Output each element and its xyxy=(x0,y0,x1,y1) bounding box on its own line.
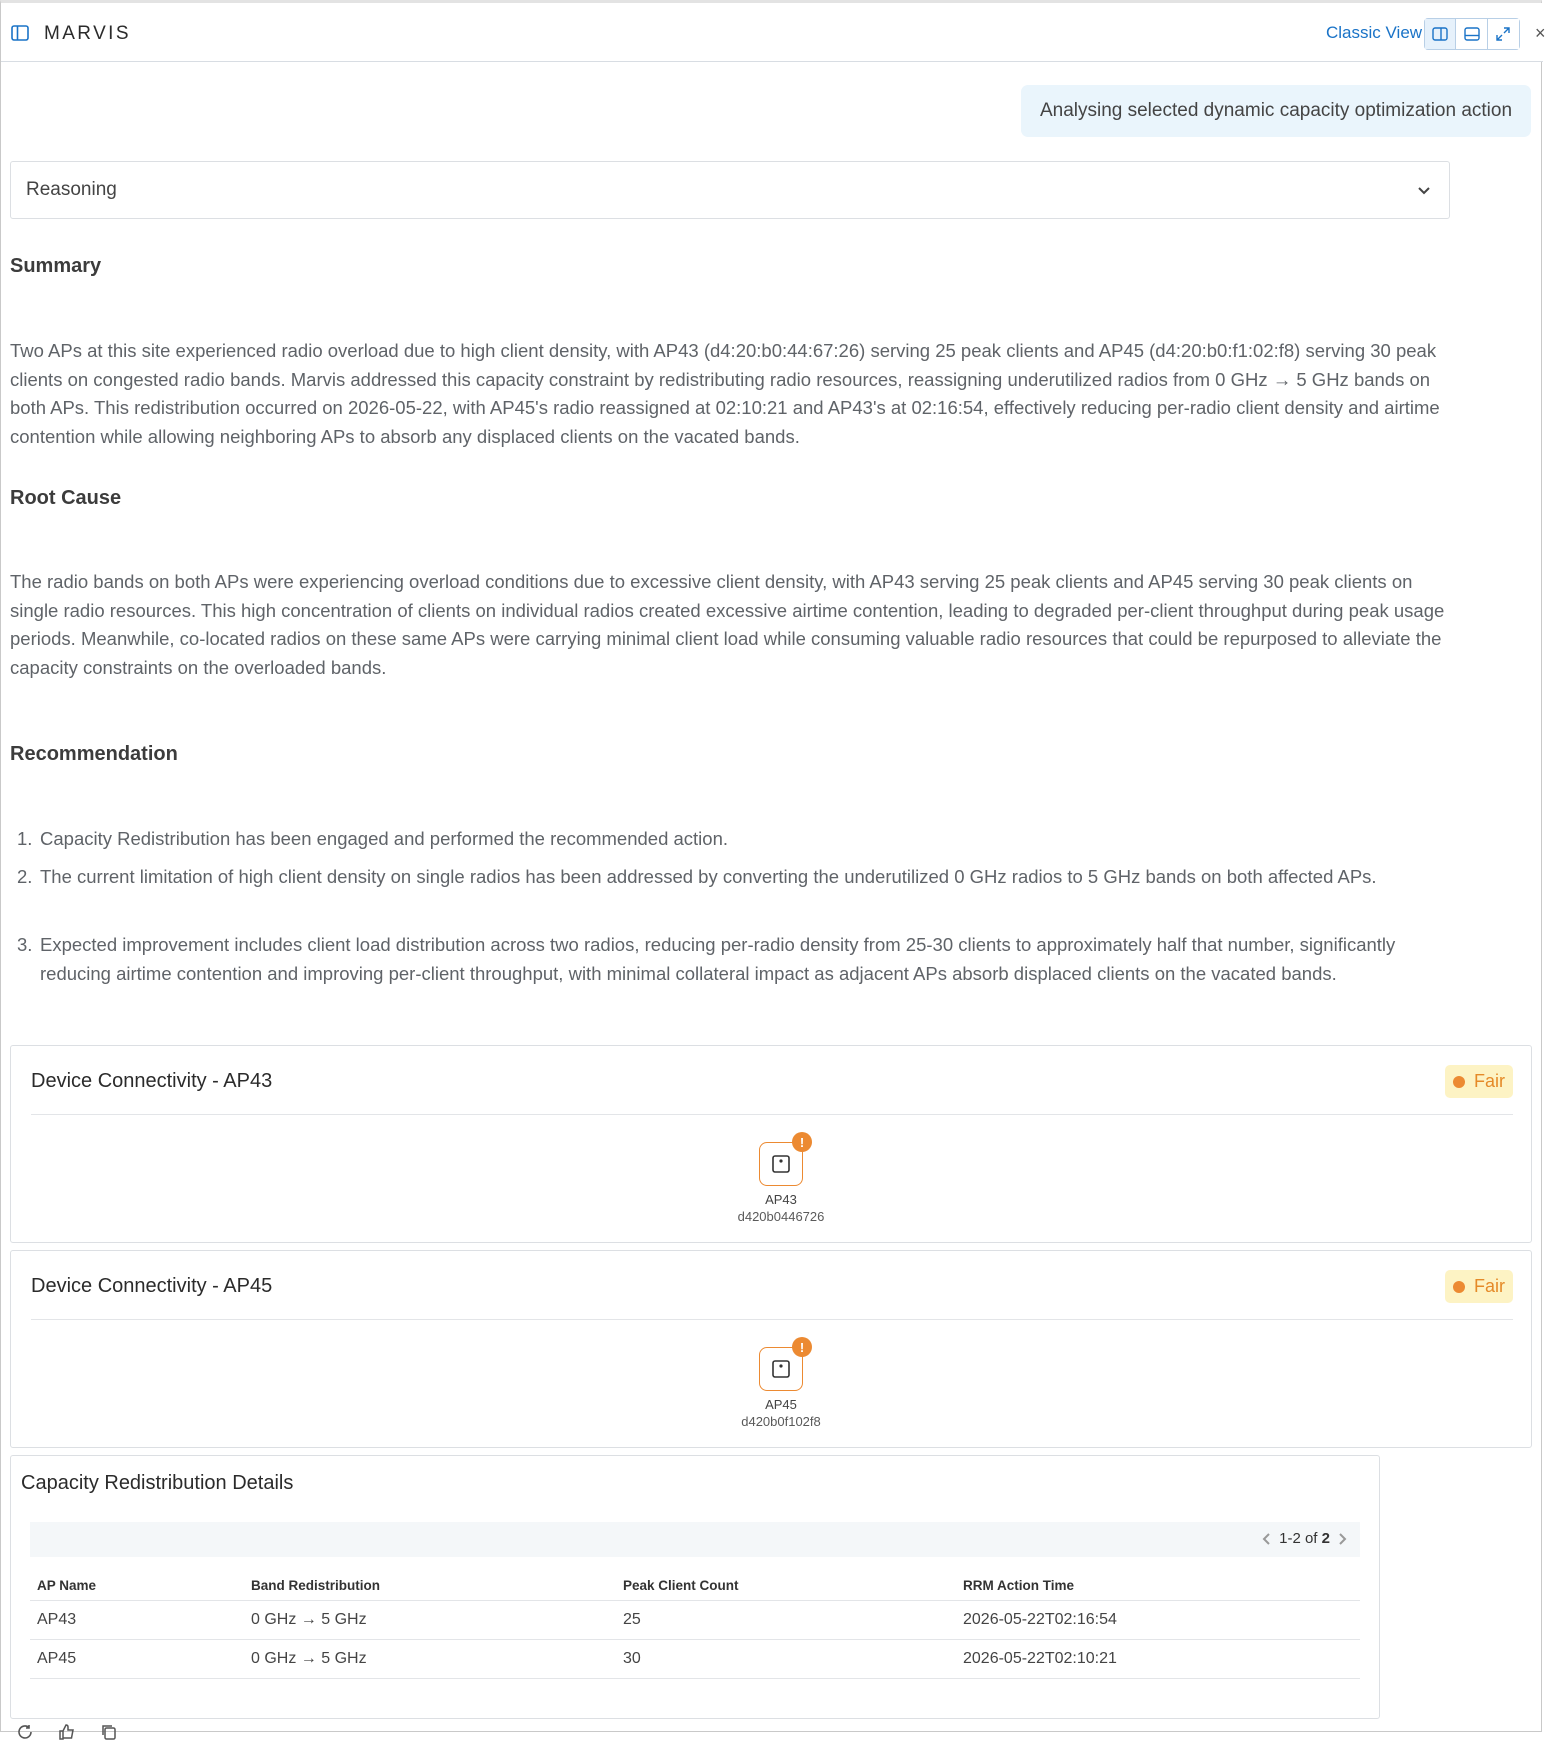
table-row xyxy=(30,1639,1360,1678)
table-cell: AP43 xyxy=(30,1600,244,1639)
alert-icon: ! xyxy=(792,1337,812,1357)
device-connectivity-card-ap45 xyxy=(10,1250,1532,1448)
divider xyxy=(31,1319,1513,1320)
thumbs-up-icon[interactable] xyxy=(58,1723,76,1746)
reasoning-label: Reasoning xyxy=(26,179,117,200)
device-mac: d420b0446726 xyxy=(737,1209,825,1224)
column-header[interactable]: Peak Client Count xyxy=(616,1562,956,1600)
table-cell: 0 GHz → 5 GHz xyxy=(244,1639,616,1678)
page-total: 2 xyxy=(1321,1530,1330,1547)
classic-view-link[interactable]: Classic View xyxy=(1326,23,1423,42)
pagination xyxy=(1261,1530,1348,1547)
card-title: Device Connectivity - AP45 xyxy=(31,1275,273,1297)
split-right-icon xyxy=(1432,27,1448,41)
expand-icon xyxy=(1496,27,1510,41)
column-header[interactable]: RRM Action Time xyxy=(956,1562,1360,1600)
chevron-left-icon[interactable] xyxy=(1261,1532,1271,1546)
table-cell: AP45 xyxy=(30,1639,244,1678)
capacity-redistribution-card xyxy=(10,1455,1380,1719)
page-range: 1-2 xyxy=(1279,1530,1301,1547)
summary-heading: Summary xyxy=(10,255,102,277)
list-item-text: The current limitation of high client density on single radios has been addressed by converting the underutilized 0 GHz radios to 5 GHz bands on both affected APs. xyxy=(40,866,1377,887)
status-label: Fair xyxy=(1474,1071,1505,1091)
list-item-number: 3. xyxy=(17,934,33,955)
table-cell: 0 GHz → 5 GHz xyxy=(244,1600,616,1639)
sidebar-panel-icon[interactable] xyxy=(11,25,29,41)
root-cause-text: The radio bands on both APs were experiencing overload conditions due to excessive client density, with AP43 serving 25 peak clients and AP45 serving 30 peak clients on single radio resources. This high concentration of clients on individual radios created excessive airtime contention, leading to degraded per-client throughput during peak usage periods. Meanwhile, co-located radios on these same APs were carrying minimal client load while consuming valuable radio resources that could be repurposed to alleviate the capacity constraints on the overloaded bands. xyxy=(10,571,1445,679)
table-toolbar xyxy=(30,1522,1360,1557)
copy-icon[interactable] xyxy=(100,1723,118,1746)
device-name: AP43 xyxy=(765,1192,797,1207)
list-item-text: Capacity Redistribution has been engaged and performed the recommended action. xyxy=(40,828,729,849)
split-bottom-icon xyxy=(1464,27,1480,41)
message-actions xyxy=(16,1723,118,1746)
pagination-label xyxy=(1279,1530,1330,1547)
root-cause-heading: Root Cause xyxy=(10,487,122,509)
device-node-ap43[interactable] xyxy=(759,1134,805,1186)
list-item-number: 2. xyxy=(17,866,33,887)
status-dot-icon xyxy=(1453,1281,1465,1293)
chevron-down-icon xyxy=(1417,183,1431,201)
alert-icon: ! xyxy=(792,1132,812,1152)
refresh-icon[interactable] xyxy=(16,1723,34,1746)
card-title: Device Connectivity - AP43 xyxy=(31,1070,273,1092)
expand-button[interactable] xyxy=(1488,19,1519,49)
status-label: Fair xyxy=(1474,1276,1505,1296)
page-of: of xyxy=(1304,1530,1318,1547)
split-right-button[interactable] xyxy=(1425,19,1456,49)
device-connectivity-card-ap43 xyxy=(10,1045,1532,1243)
panel-header xyxy=(1,3,1546,62)
recommendation-heading: Recommendation xyxy=(10,743,178,765)
column-header[interactable]: AP Name xyxy=(30,1562,244,1600)
split-bottom-button[interactable] xyxy=(1456,19,1487,49)
column-header[interactable]: Band Redistribution xyxy=(244,1562,616,1600)
list-item-text: Expected improvement includes client load distribution across two radios, reducing per-radio density from 25-30 clients to approximately half that number, significantly reducing airtime contention and improving per-client throughput, with minimal collateral impact as adjacent APs absorb displaced clients on the vacated bands. xyxy=(40,934,1396,984)
table-cell: 2026-05-22T02:16:54 xyxy=(956,1600,1360,1639)
card-title: Capacity Redistribution Details xyxy=(21,1472,294,1494)
summary-text: Two APs at this site experienced radio overload due to high client density, with AP43 (d4:20:b0:44:67:26) serving 25 peak clients and AP45 (d4:20:b0:f1:02:f8) serving 30 peak clients on congested radio bands. Marvis addressed this capacity constraint by redistributing radio resources, reassigning underutilized radios from 0 GHz → 5 GHz bands on both APs. This redistribution occurred on 2026-05-22, with AP45's radio reassigned at 02:10:21 and AP43's at 02:16:54, effectively reducing per-radio client density and airtime contention while allowing neighboring APs to absorb any displaced clients on the vacated bands. xyxy=(10,340,1440,448)
table-cell: 25 xyxy=(616,1600,956,1639)
table-row xyxy=(30,1600,1360,1639)
user-message-bubble: Analysing selected dynamic capacity optimization action xyxy=(1021,85,1531,137)
app-title: MARVIS xyxy=(44,23,131,44)
reasoning-accordion[interactable] xyxy=(10,161,1450,219)
table-header-row xyxy=(30,1562,1360,1600)
status-dot-icon xyxy=(1453,1076,1465,1088)
device-node-ap45[interactable] xyxy=(759,1339,805,1391)
list-item-number: 1. xyxy=(17,828,33,849)
chevron-right-icon[interactable] xyxy=(1338,1532,1348,1546)
status-badge xyxy=(1445,1065,1513,1098)
divider xyxy=(31,1114,1513,1115)
view-mode-toggle xyxy=(1424,18,1520,50)
device-mac: d420b0f102f8 xyxy=(741,1414,821,1429)
close-icon[interactable]: × xyxy=(1535,23,1546,43)
capacity-table xyxy=(30,1562,1360,1679)
table-cell: 2026-05-22T02:10:21 xyxy=(956,1639,1360,1678)
device-name: AP45 xyxy=(765,1397,797,1412)
status-badge xyxy=(1445,1270,1513,1303)
table-cell: 30 xyxy=(616,1639,956,1678)
